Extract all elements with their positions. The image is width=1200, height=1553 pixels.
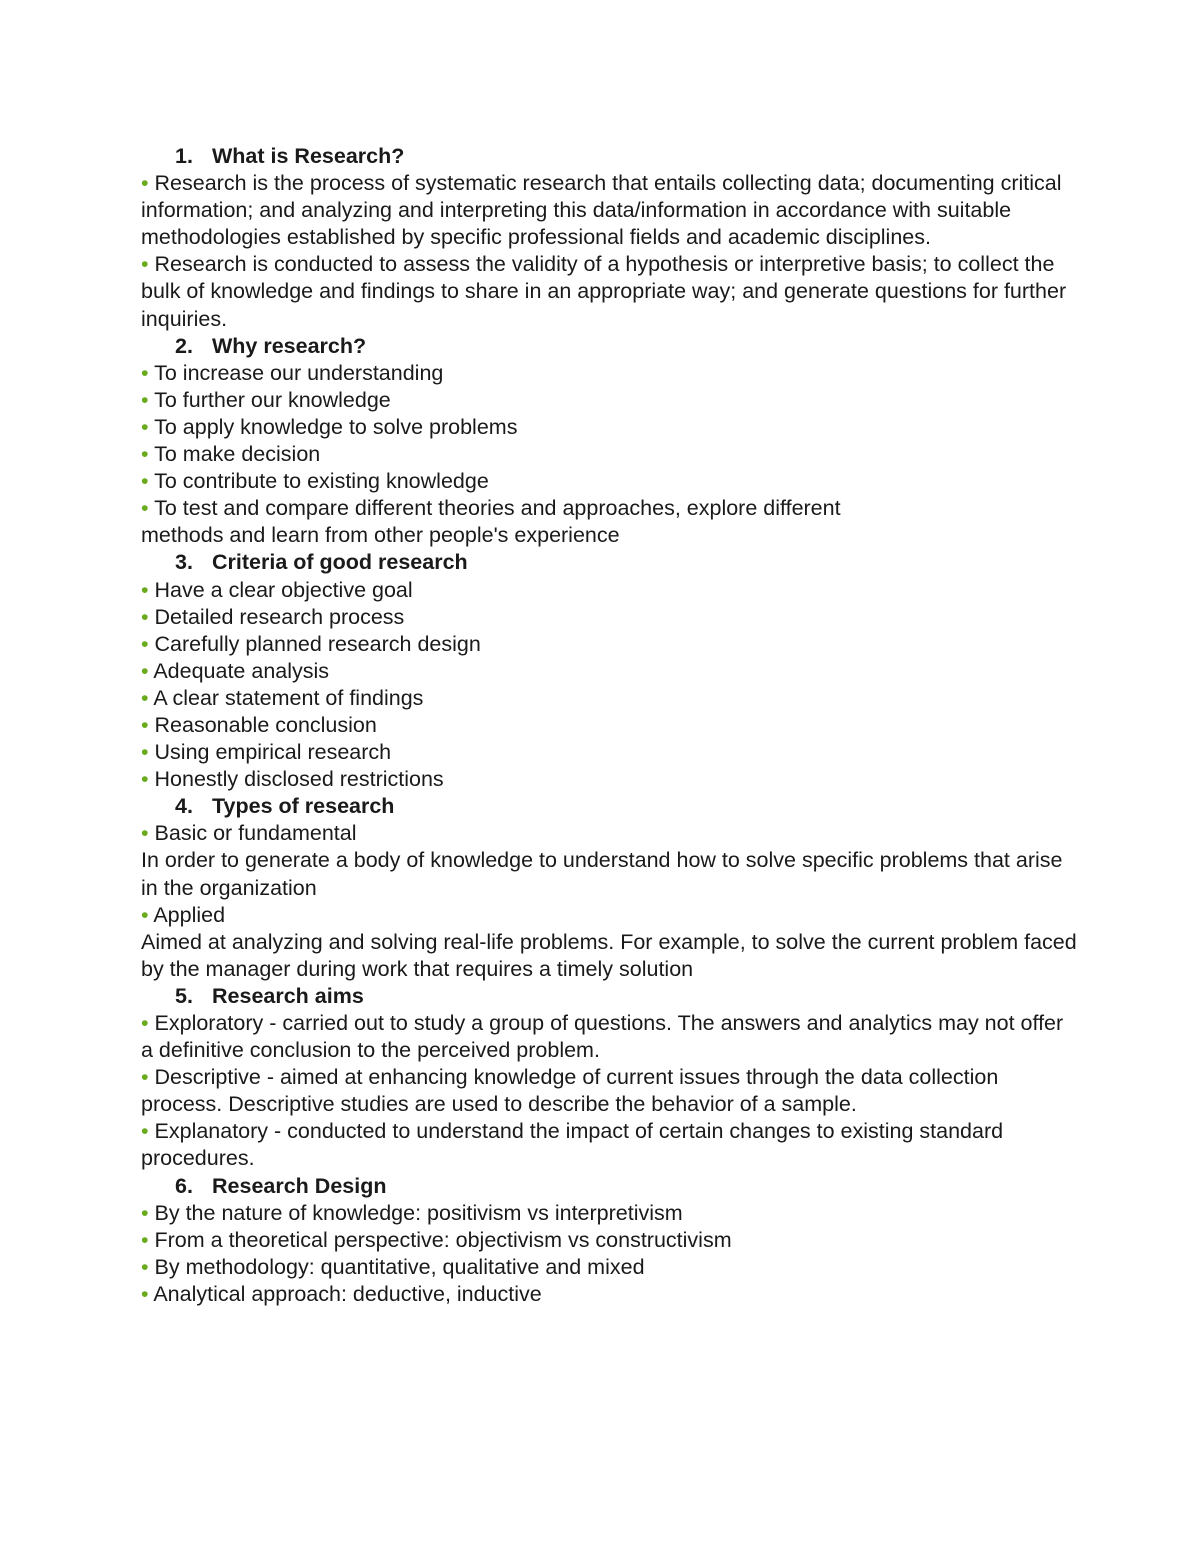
bullet-item xyxy=(141,1064,1081,1118)
item-text: To make decision xyxy=(154,442,321,467)
item-text: Using empirical research xyxy=(154,740,392,765)
bullet-icon: • xyxy=(141,1119,149,1144)
bullet-item xyxy=(141,360,1081,387)
item-text: A clear statement of findings xyxy=(153,685,424,710)
bullet-item xyxy=(141,604,1081,631)
item-text: Detailed research process xyxy=(154,604,405,629)
section-title: What is Research? xyxy=(212,144,405,168)
bullet-item xyxy=(141,387,1081,414)
bullet-icon: • xyxy=(141,604,149,629)
section-heading xyxy=(141,143,1081,170)
paragraph xyxy=(141,847,1081,901)
item-text: Research is the process of systematic research that entails collecting data; documenting critical information; and analyzing and interpreting this data/information in accordance with suitable methodologies established by specific professional fields and academic disciplines. xyxy=(141,171,1062,250)
section-number: 1. xyxy=(175,144,193,168)
bullet-icon: • xyxy=(141,1254,149,1279)
item-text: Exploratory - carried out to study a group of questions. The answers and analytics may not offer a definitive conclusion to the perceived problem. xyxy=(141,1011,1064,1063)
bullet-item xyxy=(141,820,1081,847)
section-number: 4. xyxy=(175,794,193,819)
section-title: Criteria of good research xyxy=(212,550,468,575)
bullet-item xyxy=(141,414,1081,441)
bullet-icon: • xyxy=(141,414,149,439)
bullet-icon: • xyxy=(141,171,149,196)
item-text: Analytical approach: deductive, inductive xyxy=(153,1281,542,1306)
bullet-icon: • xyxy=(141,685,149,710)
section-heading xyxy=(141,549,1081,576)
bullet-icon: • xyxy=(141,1065,149,1090)
bullet-item xyxy=(141,658,1081,685)
bullet-icon: • xyxy=(141,442,149,467)
bullet-icon: • xyxy=(141,577,149,602)
bullet-item xyxy=(141,1281,1081,1308)
section-heading xyxy=(141,333,1081,360)
item-text: Reasonable conclusion xyxy=(154,712,377,737)
bullet-icon: • xyxy=(141,1200,149,1225)
document-body xyxy=(141,143,1081,1308)
item-text: From a theoretical perspective: objectivism vs constructivism xyxy=(154,1227,732,1252)
item-text: To further our knowledge xyxy=(154,387,391,412)
bullet-icon: • xyxy=(141,658,149,683)
item-text: Honestly disclosed restrictions xyxy=(154,767,444,792)
bullet-item xyxy=(141,1254,1081,1281)
bullet-icon: • xyxy=(141,631,149,656)
bullet-item xyxy=(141,739,1081,766)
bullet-icon: • xyxy=(141,1227,149,1252)
bullet-item xyxy=(141,766,1081,793)
bullet-icon: • xyxy=(141,1281,149,1306)
item-text: Applied xyxy=(153,902,226,927)
item-text: Descriptive - aimed at enhancing knowledge of current issues through the data collection process. Descriptive studies are used to describe the behavior of a sample. xyxy=(141,1065,999,1117)
bullet-item xyxy=(141,712,1081,739)
item-text: methods and learn from other people's experience xyxy=(141,523,620,548)
bullet-icon: • xyxy=(141,767,149,792)
bullet-icon: • xyxy=(141,387,149,412)
section-title: Research Design xyxy=(212,1173,387,1198)
item-text: Basic or fundamental xyxy=(154,821,357,846)
item-text: Research is conducted to assess the validity of a hypothesis or interpretive basis; to collect the bulk of knowledge and findings to share in an appropriate way; and generate questions for further inquiries. xyxy=(141,252,1067,331)
bullet-icon: • xyxy=(141,821,149,846)
item-text: By the nature of knowledge: positivism vs interpretivism xyxy=(154,1200,683,1225)
item-text: Aimed at analyzing and solving real-life problems. For example, to solve the current problem faced by the manager during work that requires a timely solution xyxy=(141,929,1077,981)
bullet-item xyxy=(141,685,1081,712)
bullet-icon: • xyxy=(141,496,149,521)
bullet-item xyxy=(141,1118,1081,1172)
item-text: In order to generate a body of knowledge to understand how to solve specific problems that arise in the organization xyxy=(141,848,1063,900)
bullet-item xyxy=(141,631,1081,658)
item-text: To apply knowledge to solve problems xyxy=(154,414,518,439)
item-text: Have a clear objective goal xyxy=(154,577,413,602)
bullet-item xyxy=(141,1227,1081,1254)
item-text: Adequate analysis xyxy=(153,658,330,683)
section-title: Why research? xyxy=(212,333,367,358)
item-text: To test and compare different theories and approaches, explore different xyxy=(154,496,841,521)
section-heading xyxy=(141,983,1081,1010)
section-title: Types of research xyxy=(212,794,395,819)
section-number: 2. xyxy=(175,333,193,358)
section-title: Research aims xyxy=(212,983,364,1008)
bullet-item xyxy=(141,468,1081,495)
item-text: Explanatory - conducted to understand the impact of certain changes to existing standard procedures. xyxy=(141,1119,1004,1171)
section-heading xyxy=(141,793,1081,820)
paragraph xyxy=(141,929,1081,983)
paragraph xyxy=(141,522,1081,549)
bullet-icon: • xyxy=(141,469,149,494)
section-number: 6. xyxy=(175,1173,193,1198)
section-number: 5. xyxy=(175,983,193,1008)
bullet-item xyxy=(141,251,1081,332)
bullet-icon: • xyxy=(141,902,149,927)
bullet-icon: • xyxy=(141,1011,149,1035)
bullet-item xyxy=(141,902,1081,929)
item-text: Carefully planned research design xyxy=(154,631,481,656)
bullet-icon: • xyxy=(141,360,149,385)
item-text: To contribute to existing knowledge xyxy=(154,469,489,494)
bullet-item xyxy=(141,170,1081,251)
item-text: To increase our understanding xyxy=(154,360,444,385)
section-heading xyxy=(141,1173,1081,1200)
bullet-icon: • xyxy=(141,712,149,737)
bullet-item xyxy=(141,577,1081,604)
bullet-item xyxy=(141,441,1081,468)
bullet-icon: • xyxy=(141,252,149,277)
bullet-icon: • xyxy=(141,740,149,765)
item-text: By methodology: quantitative, qualitative and mixed xyxy=(154,1254,645,1279)
bullet-item xyxy=(141,495,1081,522)
section-number: 3. xyxy=(175,550,193,575)
bullet-item xyxy=(141,1010,1081,1064)
bullet-item xyxy=(141,1200,1081,1227)
